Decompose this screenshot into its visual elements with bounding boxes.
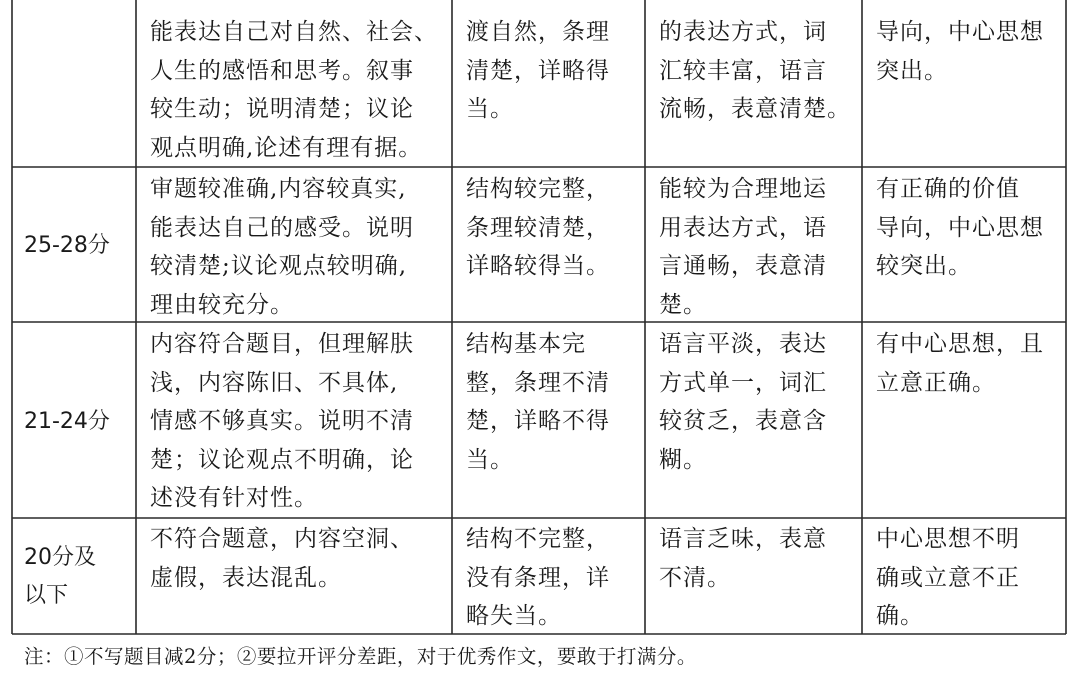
language-cell: 能较为合理地运 用表达方式，语 言通畅，表意清 楚。 — [659, 176, 827, 318]
theme-cell: 有中心思想，且 立意正确。 — [876, 331, 1044, 396]
content-cell: 内容符合题目，但理解肤 浅，内容陈旧、不具体, 情感不够真实。说明不清 楚；议论观点不明确，论 述没有针对性。 — [150, 331, 414, 511]
score-cell: 21-24分 — [24, 409, 110, 434]
language-cell: 的表达方式，词 汇较丰富，语言 流畅，表意清楚。 — [659, 19, 851, 122]
score-cell: 20分及 以下 — [24, 545, 96, 608]
content-cell: 能表达自己对自然、社会、 人生的感悟和思考。叙事 较生动；说明清楚；议论 观点明确,论述有理有据。 — [150, 19, 438, 161]
content-cell: 不符合题意，内容空洞、 虚假，表达混乱。 — [150, 526, 414, 591]
score-cell: 25-28分 — [24, 233, 110, 258]
structure-cell: 结构较完整， 条理较清楚， 详略较得当。 — [466, 176, 610, 279]
content-cell: 审题较准确,内容较真实, 能表达自己的感受。说明 较清楚;议论观点较明确, 理由较充分。 — [150, 176, 414, 318]
theme-cell: 导向，中心思想 突出。 — [876, 19, 1044, 84]
theme-cell: 中心思想不明 确或立意不正 确。 — [876, 526, 1020, 629]
structure-cell: 渡自然，条理 清楚，详略得 当。 — [466, 19, 610, 122]
theme-cell: 有正确的价值 导向，中心思想 较突出。 — [876, 176, 1044, 279]
language-cell: 语言平淡，表达 方式单一，词汇 较贫乏，表意含 糊。 — [659, 331, 827, 473]
structure-cell: 结构不完整， 没有条理，详 略失当。 — [466, 526, 610, 629]
language-cell: 语言乏味，表意 不清。 — [659, 526, 827, 591]
structure-cell: 结构基本完 整，条理不清 楚，详略不得 当。 — [466, 331, 610, 473]
footnote: 注：①不写题目减2分；②要拉开评分差距，对于优秀作文，要敢于打满分。 — [24, 645, 697, 668]
